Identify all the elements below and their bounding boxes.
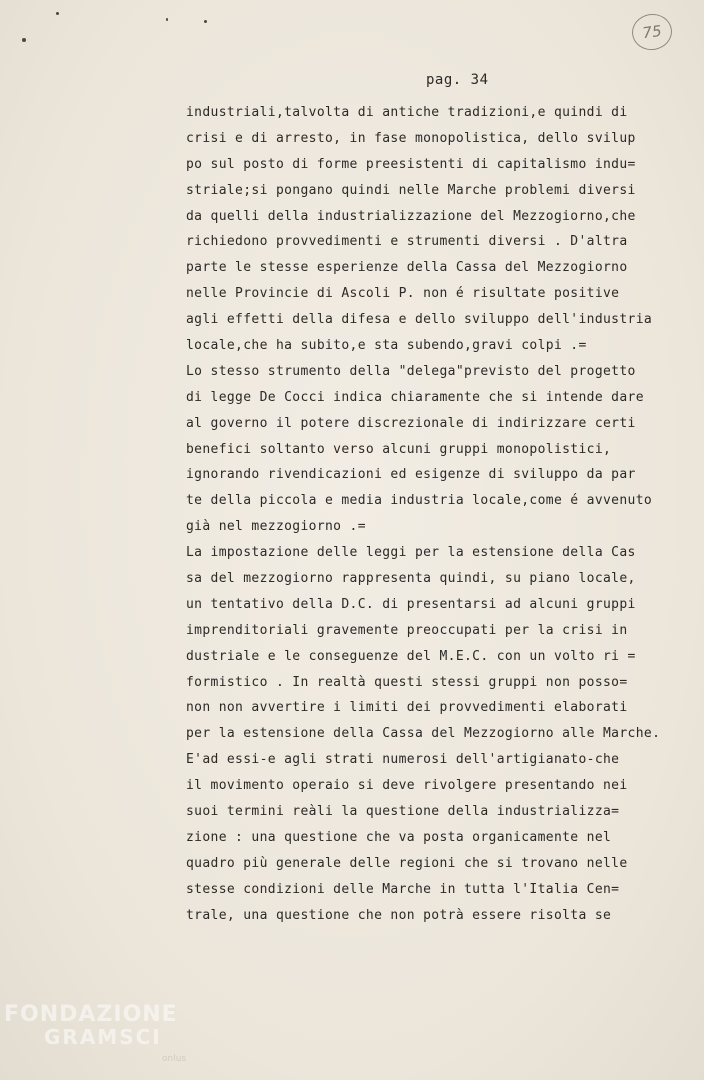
- text-line: per la estensione della Cassa del Mezzogiorno alle Marche.: [186, 726, 661, 742]
- fondazione-gramsci-watermark: [4, 1002, 187, 1064]
- text-line: stesse condizioni delle Marche in tutta l'Italia Cen=: [186, 881, 620, 897]
- text-line: nelle Provincie di Ascoli P. non é risultate positive: [186, 286, 620, 302]
- archive-stamp-number: 75: [641, 21, 663, 43]
- watermark-line-1: FONDAZIONE: [4, 1002, 178, 1027]
- text-line: Lo stesso strumento della "delega"previsto del progetto: [186, 363, 636, 379]
- text-line: locale,che ha subito,e sta subendo,gravi colpi .=: [186, 338, 587, 354]
- text-line: E'ad essi-e agli strati numerosi dell'artigianato-che: [186, 752, 620, 768]
- text-line: non non avvertire i limiti dei provvedimenti elaborati: [186, 700, 628, 716]
- text-line: suoi termini reàli la questione della industrializza=: [186, 804, 620, 820]
- text-line: quadro più generale delle regioni che si trovano nelle: [186, 855, 628, 871]
- text-line: al governo il potere discrezionale di indirizzare certi: [186, 415, 636, 431]
- typewritten-text: [186, 100, 686, 929]
- page-number: pag. 34: [426, 72, 489, 88]
- text-line: già nel mezzogiorno .=: [186, 519, 366, 535]
- text-line: La impostazione delle leggi per la estensione della Cas: [186, 545, 636, 561]
- text-line: formistico . In realtà questi stessi gruppi non posso=: [186, 674, 628, 690]
- text-line: parte le stesse esperienze della Cassa del Mezzogiorno: [186, 260, 628, 276]
- ink-speck: [166, 18, 168, 21]
- text-line: benefici soltanto verso alcuni gruppi monopolistici,: [186, 441, 612, 457]
- text-line: un tentativo della D.C. di presentarsi ad alcuni gruppi: [186, 596, 636, 612]
- text-line: crisi e di arresto, in fase monopolistica, dello svilup: [186, 130, 636, 146]
- text-line: striale;si pongano quindi nelle Marche problemi diversi: [186, 182, 636, 198]
- ink-speck: [22, 38, 26, 42]
- text-line: ignorando rivendicazioni ed esigenze di sviluppo da par: [186, 467, 636, 483]
- text-line: trale, una questione che non potrà essere risolta se: [186, 907, 612, 923]
- text-line: po sul posto di forme preesistenti di capitalismo indu=: [186, 156, 636, 172]
- text-line: il movimento operaio si deve rivolgere presentando nei: [186, 778, 628, 794]
- watermark-line-3: onlus: [162, 1054, 187, 1064]
- ink-speck: [56, 12, 59, 15]
- text-line: dustriale e le conseguenze del M.E.C. con un volto ri =: [186, 648, 636, 664]
- archive-stamp: [630, 11, 675, 52]
- text-line: sa del mezzogiorno rappresenta quindi, su piano locale,: [186, 571, 636, 587]
- text-line: te della piccola e media industria locale,come é avvenuto: [186, 493, 653, 509]
- text-line: di legge De Cocci indica chiaramente che si intende dare: [186, 389, 644, 405]
- watermark-line-2: GRAMSCI: [44, 1025, 162, 1049]
- text-line: zione : una questione che va posta organicamente nel: [186, 829, 612, 845]
- ink-speck: [204, 20, 207, 23]
- text-line: industriali,talvolta di antiche tradizioni,e quindi di: [186, 105, 628, 120]
- text-line: imprenditoriali gravemente preoccupati per la crisi in: [186, 622, 628, 638]
- text-line: agli effetti della difesa e dello sviluppo dell'industria: [186, 312, 653, 328]
- text-line: richiedono provvedimenti e strumenti diversi . D'altra: [186, 234, 628, 250]
- text-line: da quelli della industrializzazione del Mezzogiorno,che: [186, 208, 636, 224]
